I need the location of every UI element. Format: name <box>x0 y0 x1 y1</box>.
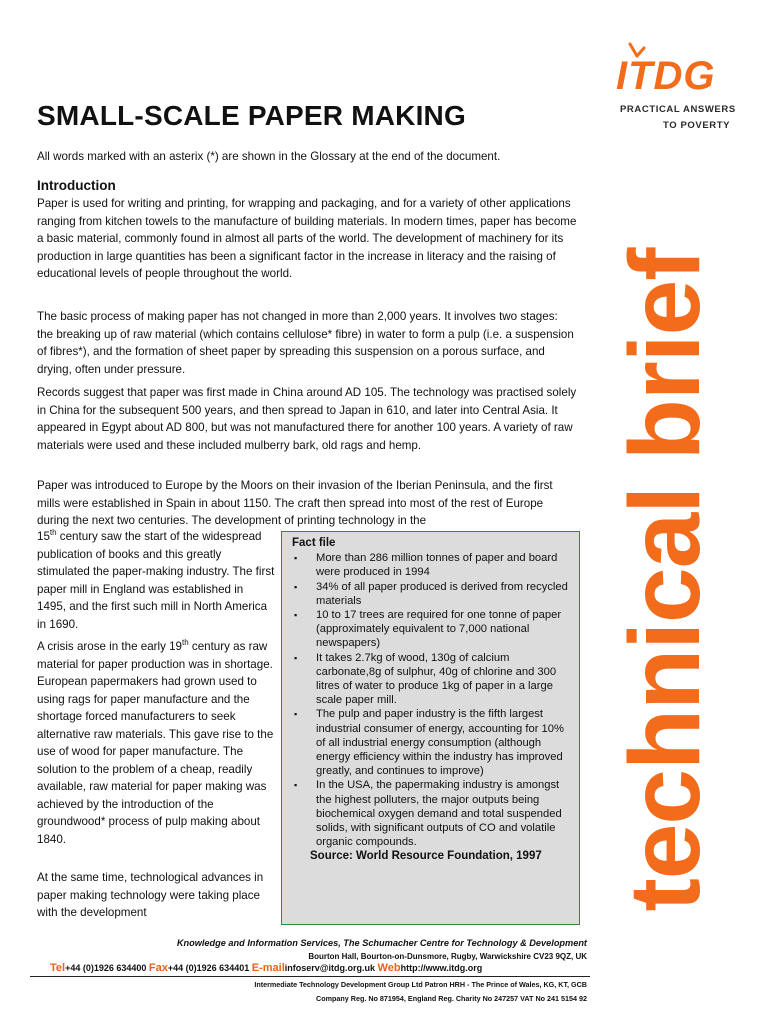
fact-item: ▪ 10 to 17 trees are required for one tonne of paper (approximately equivalent to 7,000 national newspapers) <box>292 608 569 651</box>
paragraph-4-continued: 15th century saw the start of the widespread publication of books and this greatly stimulated the paper-making industry. The first paper mill in England was established in 1495, and the first such mill in North America in 1690. <box>37 528 275 631</box>
paragraph-4-intro: Paper was introduced to Europe by the Moors on their invasion of the Iberian Peninsula, and the first mills were established in Spain in about 1150. The craft then spread into most of the rest of Europe during the next two centuries. The development of printing technology in the <box>37 479 553 527</box>
footer-address: Bourton Hall, Bourton-on-Dunsmore, Rugby, Warwickshire CV23 9QZ, UK <box>308 952 587 961</box>
tagline-line-2: TO POVERTY <box>663 120 731 131</box>
web-label: Web <box>377 962 401 974</box>
footer-legal: Intermediate Technology Development Group Ltd Patron HRH - The Prince of Wales, KG, KT, GCB <box>254 980 587 989</box>
section-heading-introduction: Introduction <box>37 178 116 193</box>
paragraph-5: A crisis arose in the early 19th century as raw material for paper production was in shortage. European papermakers had grown used to using rags for paper manufacture and the shortage forced manufacturers to seek alternative raw materials. This gave rise to the use of wood for paper manufacture. The solution to the problem of a cheap, readily available, raw material for paper making was achieved by the introduction of the groundwood* process of pulp making about 1840. <box>37 638 274 846</box>
fact-source: Source: World Resource Foundation, 1997 <box>310 850 542 863</box>
fact-file-title: Fact file <box>292 537 336 549</box>
fax-value: +44 (0)1926 634401 <box>167 963 250 973</box>
fax-label: Fax <box>148 962 168 974</box>
fact-item: ▪ The pulp and paper industry is the fifth largest industrial consumer of energy, accounting for 10% of all industrial energy consumption (although energy efficiency within the industry has improved greatly, and continues to improve) <box>292 707 569 778</box>
logo-text: ITDG <box>616 54 716 98</box>
fact-item: ▪ 34% of all paper produced is derived from recycled materials <box>292 580 569 608</box>
footer-organisation: Knowledge and Information Services, The Schumacher Centre for Technology & Development <box>176 938 587 948</box>
fact-list <box>292 551 569 849</box>
tel-value: +44 (0)1926 634400 <box>65 963 147 973</box>
paragraph-2: The basic process of making paper has not changed in more than 2,000 years. It involves two stages: the breaking up of raw material (which contains cellulose* fibre) in water to form a pulp (i.e. a suspension of fibres*), and the formation of sheet paper by spreading this suspension on a porous surface, and drying, often under pressure. <box>37 310 574 376</box>
page-title: SMALL-SCALE PAPER MAKING <box>37 100 466 131</box>
footer-contacts <box>50 962 482 974</box>
paragraph-1: Paper is used for writing and printing, for wrapping and packaging, and for a variety of other applications ranging from kitchen towels to the manufacture of building materials. In modern times, paper has become a basic material, commonly found in almost all parts of the world. The development of machinery for its production in large quantities has been a significant factor in the increase in literacy and the raising of educational levels of people throughout the world. <box>37 197 577 280</box>
fact-file-box <box>281 531 580 925</box>
tel-label: Tel <box>50 962 66 974</box>
technical-brief-text: technical brief <box>609 248 721 912</box>
footer-registration: Company Reg. No 871954, England Reg. Charity No 247257 VAT No 241 5154 92 <box>316 994 587 1003</box>
fact-item: ▪ In the USA, the papermaking industry is amongst the highest polluters, the major outputs being biochemical oxygen demand and total suspended solids, with significant outputs of CO and volatile organic compounds. <box>292 778 569 849</box>
fact-item: ▪ More than 286 million tonnes of paper and board were produced in 1994 <box>292 551 569 579</box>
itdg-logo <box>616 42 746 132</box>
email-label: E-mail <box>251 962 285 974</box>
tagline-line-1: PRACTICAL ANSWERS <box>620 104 736 115</box>
technical-brief-banner <box>605 160 725 1000</box>
fact-item: ▪ It takes 2.7kg of wood, 130g of calcium carbonate,8g of sulphur, 40g of chlorine and 300 litres of water to produce 1kg of paper in a large scale paper mill. <box>292 651 569 708</box>
paragraph-3: Records suggest that paper was first made in China around AD 105. The technology was practised solely in China for the subsequent 500 years, and then spread to Japan in 610, and later into Central Asia. It appeared in Egypt about AD 800, but was not manufactured there for another 100 years. A variety of raw materials were used and these included mulberry bark, old rags and hemp. <box>37 386 577 452</box>
email-link[interactable]: infoserv@itdg.org.uk <box>284 963 376 973</box>
glossary-note: All words marked with an asterix (*) are shown in the Glossary at the end of the document. <box>37 150 501 163</box>
web-link[interactable]: http://www.itdg.org <box>400 963 483 973</box>
paragraph-6: At the same time, technological advances in paper making technology were taking place with the development <box>37 871 264 919</box>
footer-divider <box>30 976 590 977</box>
